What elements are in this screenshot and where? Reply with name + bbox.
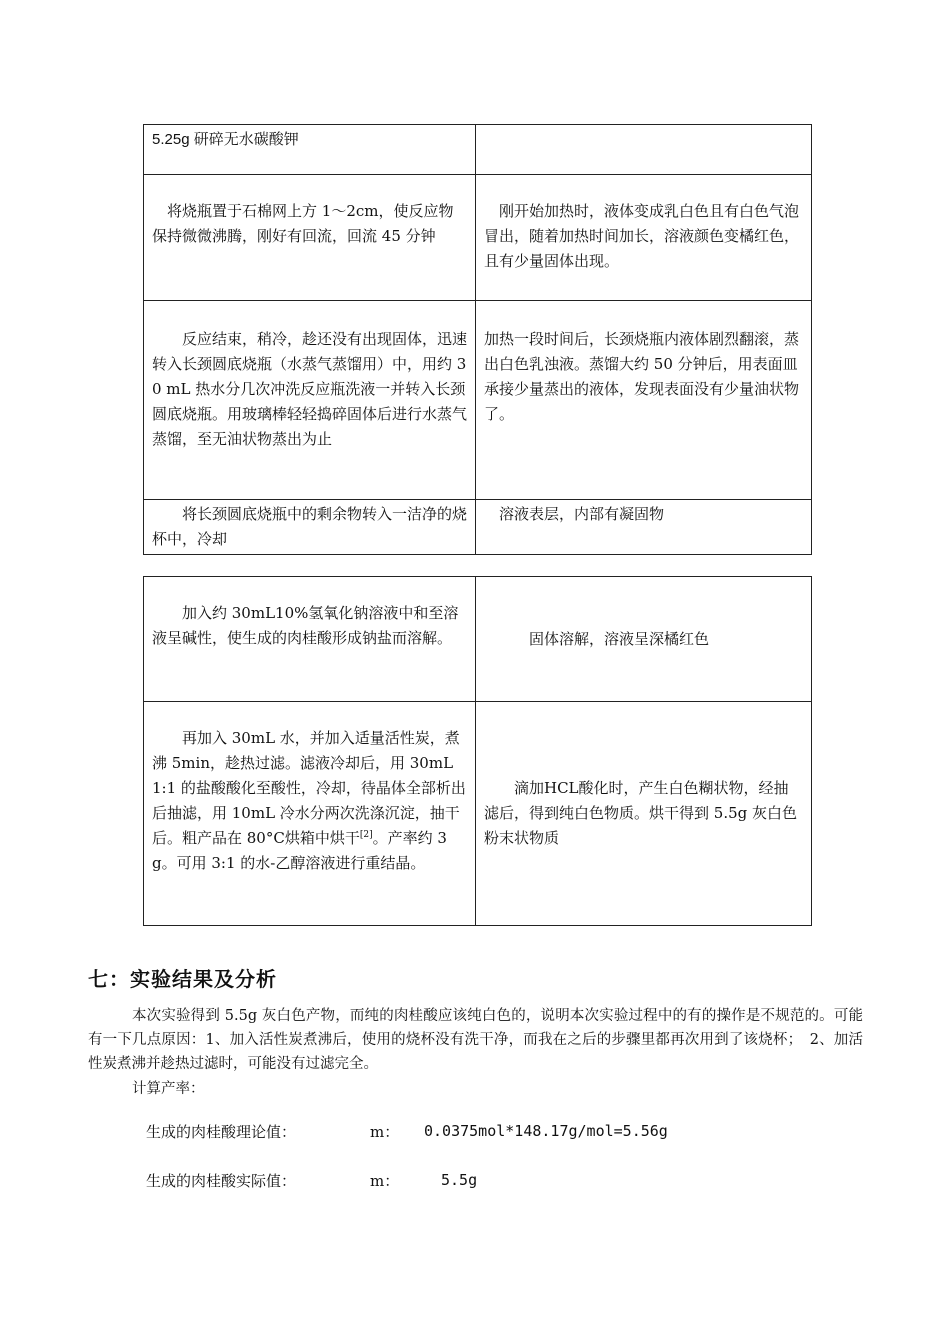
actual-label: 生成的肉桂酸实际值：	[146, 1172, 297, 1190]
procedure-table-1	[143, 124, 812, 555]
actual-value: 5.5g	[441, 1171, 478, 1189]
table-row	[144, 500, 812, 555]
actual-m-label: m：	[370, 1172, 400, 1190]
observation-cell	[476, 125, 812, 175]
footnote-reference[interactable]: [2]	[359, 830, 373, 840]
table-row	[144, 702, 812, 926]
table-row	[144, 577, 812, 702]
table-row	[144, 125, 812, 175]
section-heading: 七：实验结果及分析	[88, 967, 277, 991]
observation-cell: 加热一段时间后，长颈烧瓶内液体剧烈翻滚，蒸出白色乳浊液。蒸馏大约 50 分钟后，用表面皿承接少量蒸出的液体，发现表面没有少量油状物了。	[476, 301, 812, 500]
step-cell: 加入约 30mL10%氢氧化钠溶液中和至溶液呈碱性，使生成的肉桂酸形成钠盐而溶解。	[144, 577, 476, 702]
step-cell: 将烧瓶置于石棉网上方 1～2cm，使反应物保持微微沸腾，刚好有回流，回流 45 分钟	[144, 175, 476, 301]
theory-value: 0.0375mol*148.17g/mol=5.56g	[424, 1122, 668, 1140]
observation-cell: 滴加HCL酸化时，产生白色糊状物，经抽滤后，得到纯白色物质。烘干得到 5.5g 灰白色粉末状物质	[476, 702, 812, 926]
theory-label: 生成的肉桂酸理论值：	[146, 1123, 297, 1141]
step-cell	[144, 702, 476, 926]
observation-cell: 溶液表层，内部有凝固物	[476, 500, 812, 555]
step-cell: 反应结束，稍冷，趁还没有出现固体，迅速转入长颈圆底烧瓶（水蒸气蒸馏用）中，用约 30 mL 热水分几次冲洗反应瓶洗液一并转入长颈圆底烧瓶。用玻璃棒轻轻捣碎固体后进行水蒸气蒸馏，至无油状物蒸出为止	[144, 301, 476, 500]
step-text: 再加入 30mL 水，并加入适量活性炭，煮沸 5min，趁热过滤。滤液冷却后，用 30mL1:1 的盐酸酸化至酸性，冷却，待晶体全部析出后抽滤，用 10mL 冷水分两次洗涤沉淀，抽干后。粗产品在 80°C烘箱中烘干	[152, 729, 466, 847]
step-cell: 5.25g 研碎无水碳酸钾	[144, 125, 476, 175]
observation-cell: 固体溶解，溶液呈深橘红色	[476, 577, 812, 702]
analysis-paragraph: 本次实验得到 5.5g 灰白色产物，而纯的肉桂酸应该纯白色的，说明本次实验过程中的有的操作是不规范的。可能有一下几点原因：1、加入活性炭煮沸后，使用的烧杯没有洗干净，而我在之后的步骤里都再次用到了该烧杯； 2、加活性炭煮沸并趁热过滤时，可能没有过滤完全。	[88, 1008, 863, 1072]
table-row	[144, 301, 812, 500]
table-row	[144, 175, 812, 301]
theory-m-label: m：	[370, 1123, 400, 1141]
procedure-table-2	[143, 576, 812, 926]
step-cell: 将长颈圆底烧瓶中的剩余物转入一洁净的烧杯中，冷却	[144, 500, 476, 555]
calc-intro: 计算产率：	[132, 1081, 205, 1097]
step-text-cont: 。产率约 3g。可用 3:1 的水-乙醇溶液进行重结晶。	[152, 829, 447, 872]
observation-cell: 刚开始加热时，液体变成乳白色且有白色气泡冒出，随着加热时间加长，溶液颜色变橘红色，且有少量固体出现。	[476, 175, 812, 301]
